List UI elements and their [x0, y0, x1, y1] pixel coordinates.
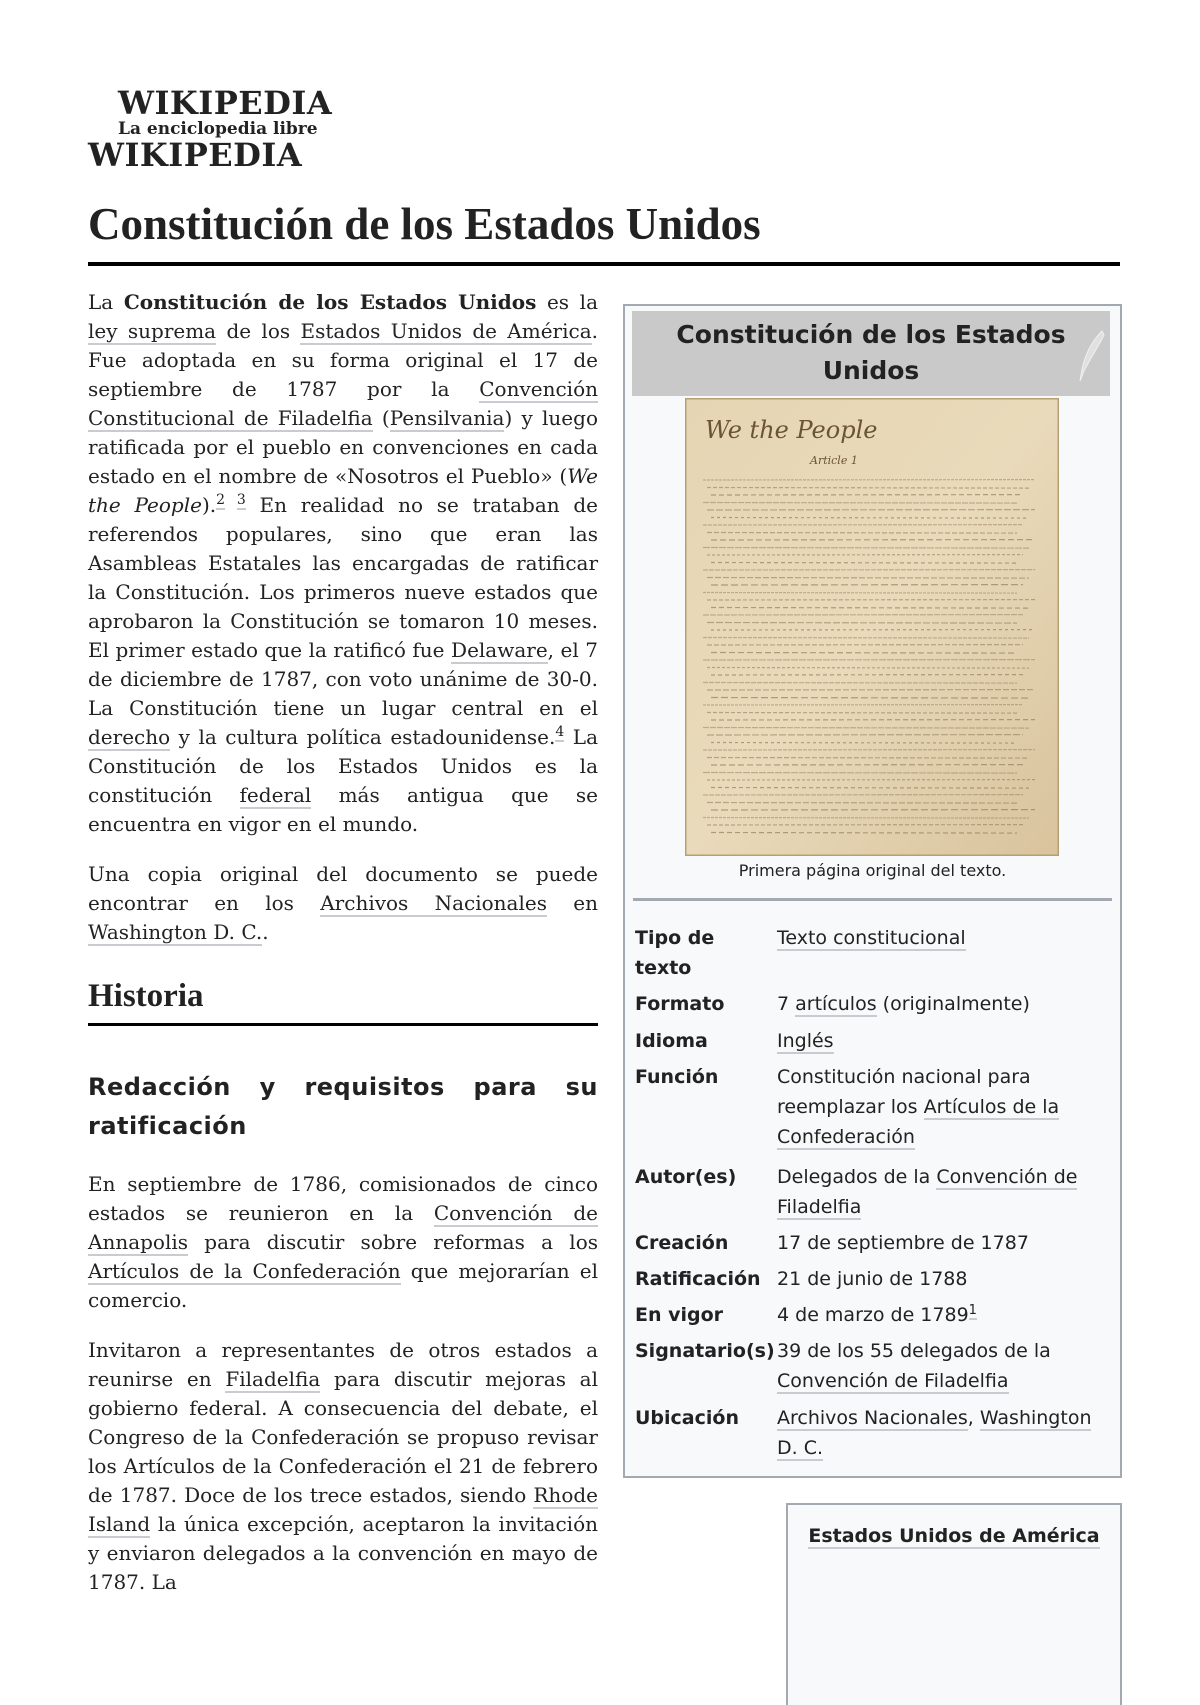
intro-paragraph-1: La Constitución de los Estados Unidos es la ley suprema de los Estados Unidos de América. Fue adoptada en su forma original el 17 de septiembre de 1787 por la Convención Constitucional de Filadelfia (Pensilvania) y luego ratificada por el pueblo en convenciones en cada estado en el nombre de «Nosotros el Pueblo» (We the People).$^{2 3}$ En realidad no se trataban de referendos populares, sino que eran las Asambleas Estatales las encargadas de ratificar la Constitución. Los primeros nueve estados que aprobaron la Constitución se tomaron 10 meses. El primer estado que la ratificó fue Delaware, el 7 de diciembre de 1787, con voto unánime de 30-0. La Constitución tiene un lugar central en el derecho y la cultura política estadounidense.$^4$ La Constitución de los Estados Unidos es la constitución federal más antigua que se encuentra en vigor en el mundo.: [88, 288, 598, 839]
value-signatarios: 39 de los 55 delegados de la Convención de Filadelfia: [777, 1336, 1112, 1396]
infobox-header: [632, 311, 1110, 396]
reference-2[interactable]: 2: [216, 492, 225, 510]
label-ratificacion: Ratificación: [635, 1264, 775, 1294]
title-divider: [88, 262, 1120, 266]
link-articulos[interactable]: artículos: [795, 993, 876, 1017]
intro-paragraph-2: Una copia original del documento se puede encontrar en los Archivos Nacionales en Washington D. C..: [88, 860, 598, 947]
link-ley-suprema[interactable]: ley suprema: [88, 319, 216, 345]
link-convencion-filadelfia-autor[interactable]: Convención de Filadelfia: [777, 1166, 1077, 1220]
image-heading: We the People: [705, 416, 877, 444]
image-article-label: Article 1: [809, 454, 858, 467]
article-subject: Constitución de los Estados Unidos: [124, 290, 537, 314]
value-ubicacion: Archivos Nacionales, Washington D. C.: [777, 1403, 1112, 1463]
value-formato: 7 artículos (originalmente): [777, 989, 1112, 1019]
reference-4[interactable]: 4: [555, 724, 564, 742]
label-formato: Formato: [635, 989, 775, 1019]
label-signatarios: Signatario(s): [635, 1336, 775, 1366]
link-estados-unidos[interactable]: Estados Unidos de América: [300, 319, 591, 345]
link-delaware[interactable]: Delaware: [451, 638, 548, 664]
link-articulos-confederacion-infobox[interactable]: Artículos de la Confederación: [777, 1096, 1059, 1150]
image-caption: Primera página original del texto.: [625, 861, 1120, 880]
link-articulos-confederacion[interactable]: Artículos de la Confederación: [88, 1259, 401, 1285]
quill-icon: [1076, 329, 1106, 384]
constitution-page-image[interactable]: [685, 398, 1059, 856]
value-vigor: 4 de marzo de 1789$^1$: [777, 1300, 1112, 1330]
value-autor: Delegados de la Convención de Filadelfia: [777, 1162, 1112, 1222]
history-paragraph-1: En septiembre de 1786, comisionados de cinco estados se reunieron en la Convención de Annapolis para discutir sobre reformas a los Artículos de la Confederación que mejorarían el comercio.: [88, 1170, 598, 1315]
link-ingles[interactable]: Inglés: [777, 1030, 834, 1054]
logo-wordmark-bottom: WIKIPEDIA: [88, 136, 302, 174]
we-the-people: We the People: [88, 464, 598, 517]
infobox-separator: [633, 898, 1112, 901]
link-derecho[interactable]: derecho: [88, 725, 170, 751]
value-creacion: 17 de septiembre de 1787: [777, 1228, 1112, 1258]
reference-1[interactable]: 1: [969, 1303, 977, 1320]
link-convencion-filadelfia[interactable]: Convención Constitucional de Filadelfia: [88, 377, 598, 432]
page-title: Constitución de los Estados Unidos: [88, 200, 761, 250]
value-idioma: [777, 1026, 1112, 1056]
link-pensilvania[interactable]: Pensilvania: [390, 406, 505, 432]
link-convencion-filadelfia-signatarios[interactable]: Convención de Filadelfia: [777, 1370, 1009, 1394]
navbox-estados-unidos: [786, 1503, 1122, 1705]
label-creacion: Creación: [635, 1228, 775, 1258]
link-archivos-nacionales-infobox[interactable]: Archivos Nacionales: [777, 1407, 968, 1431]
value-ratificacion: 21 de junio de 1788: [777, 1264, 1112, 1294]
label-autor: Autor(es): [635, 1162, 775, 1192]
link-washington-infobox[interactable]: Washington D. C.: [777, 1407, 1091, 1461]
link-rhode-island[interactable]: Rhode Island: [88, 1483, 598, 1538]
logo-wordmark-top: WIKIPEDIA: [118, 84, 332, 122]
label-idioma: Idioma: [635, 1026, 775, 1056]
label-funcion: Función: [635, 1062, 775, 1092]
link-convencion-annapolis[interactable]: Convención de Annapolis: [88, 1201, 598, 1256]
link-filadelfia[interactable]: Filadelfia: [225, 1367, 320, 1393]
section-heading-historia: Historia: [88, 977, 598, 1026]
label-ubicacion: Ubicación: [635, 1403, 775, 1433]
link-washington[interactable]: Washington D. C.: [88, 920, 262, 946]
navbox-title-link[interactable]: Estados Unidos de América: [808, 1525, 1099, 1549]
value-funcion: Constitución nacional para reemplazar los Artículos de la Confederación: [777, 1062, 1112, 1152]
history-paragraph-2: Invitaron a representantes de otros estados a reunirse en Filadelfia para discutir mejoras al gobierno federal. A consecuencia del debate, el Congreso de la Confederación se propuso revisar los Artículos de la Confederación el 21 de febrero de 1787. Doce de los trece estados, siendo Rhode Island la única excepción, aceptaron la invitación y enviaron delegados a la convención en mayo de 1787. La: [88, 1336, 598, 1597]
value-tipo: [777, 923, 1112, 953]
article-body: [88, 288, 598, 1618]
link-federal[interactable]: federal: [240, 783, 312, 809]
label-vigor: En vigor: [635, 1300, 775, 1330]
link-archivos-nacionales[interactable]: Archivos Nacionales: [320, 891, 547, 917]
reference-3[interactable]: 3: [237, 492, 246, 510]
label-tipo: Tipo de texto: [635, 923, 775, 983]
logo-tagline: La enciclopedia libre: [118, 119, 318, 139]
infobox-title: Constitución de los Estados Unidos: [676, 320, 1065, 385]
link-texto-constitucional[interactable]: Texto constitucional: [777, 927, 966, 951]
infobox: [623, 304, 1122, 1478]
subsection-heading-redaccion: Redacción y requisitos para su ratificación: [88, 1068, 598, 1146]
